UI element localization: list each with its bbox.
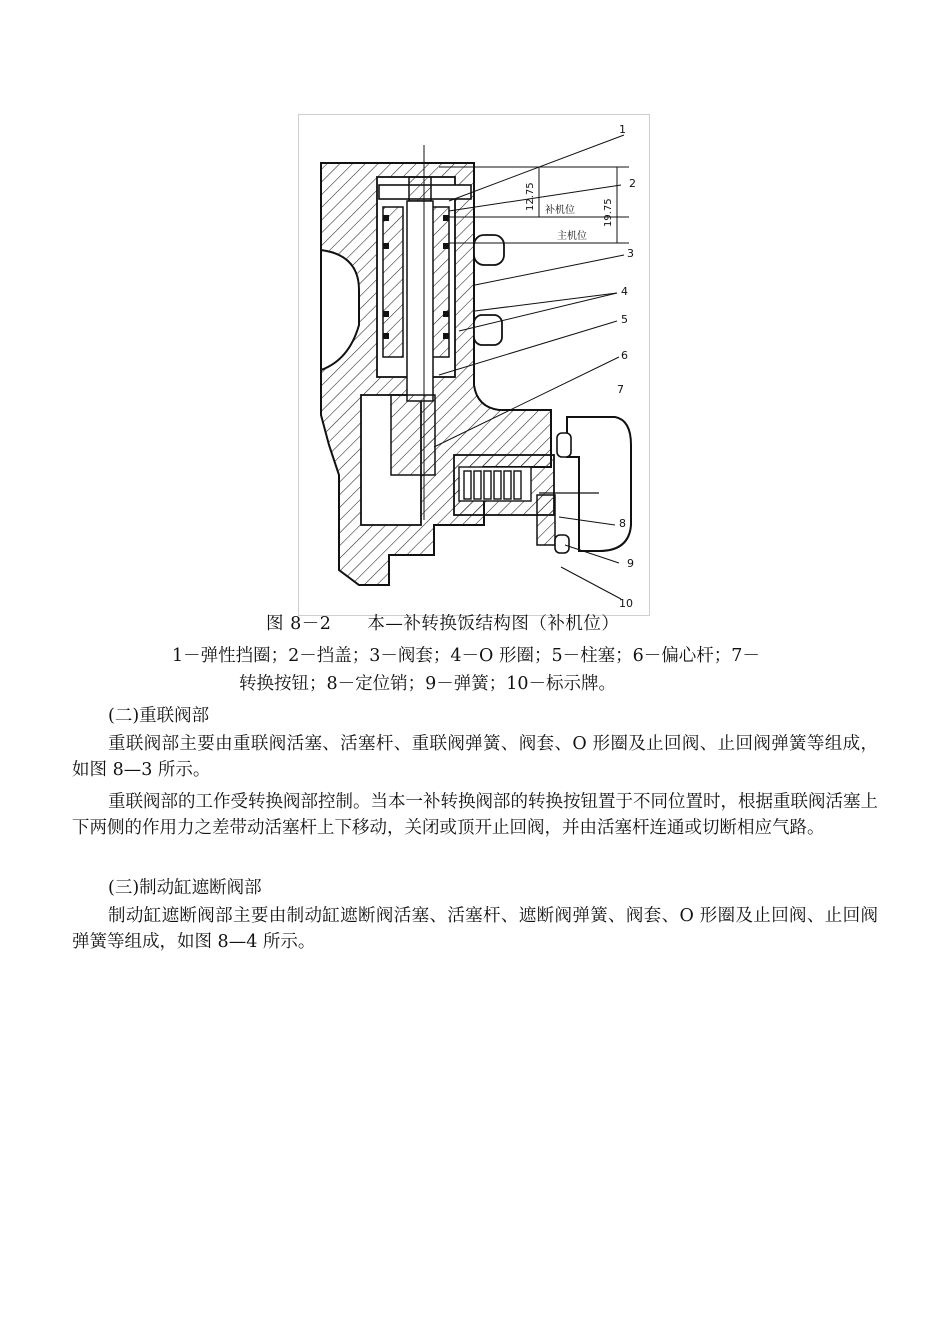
label-1: 1 xyxy=(619,123,626,136)
dimension-19-75: 19.75 xyxy=(603,198,614,227)
locating-pin xyxy=(537,495,555,545)
valve-cross-section-drawing xyxy=(299,115,649,615)
paragraph-reconnect-operation: 重联阀部的工作受转换阀部控制。当本一补转换阀部的转换按钮置于不同位置时，根据重联阀活塞上下两侧的作用力之差带动活塞杆上下移动，关闭或顶开止回阀，并由活塞杆连通或切断相应气路。 xyxy=(72,792,878,838)
plunger xyxy=(407,201,433,401)
label-8: 8 xyxy=(619,517,626,530)
label-2: 2 xyxy=(629,177,636,190)
figure-legend-line-1: 1－弹性挡圈；2－挡盖；3－阀套；4－O 形圈；5－柱塞；6－偏心杆；7－ xyxy=(172,646,760,666)
label-3: 3 xyxy=(627,247,634,260)
position-sub-label: 补机位 xyxy=(545,205,575,216)
dimension-12-75: 12.75 xyxy=(525,182,536,211)
label-9: 9 xyxy=(627,557,634,570)
label-5: 5 xyxy=(621,313,628,326)
label-10: 10 xyxy=(619,597,633,610)
section-heading-cylinder-cutoff-valve: (三)制动缸遮断阀部 xyxy=(108,878,262,898)
section-heading-reconnect-valve: (二)重联阀部 xyxy=(108,706,210,726)
label-4: 4 xyxy=(621,285,628,298)
valve-structure-figure xyxy=(298,114,650,616)
position-main-label: 主机位 xyxy=(557,231,587,242)
paragraph-reconnect-composition: 重联阀部主要由重联阀活塞、活塞杆、重联阀弹簧、阀套、O 形圈及止回阀、止回阀弹簧等组成，如图 8—3 所示。 xyxy=(72,734,878,780)
label-6: 6 xyxy=(621,349,628,362)
figure-caption: 图 8－2 本—补转换饭结构图（补机位） xyxy=(266,614,620,634)
paragraph-cutoff-composition: 制动缸遮断阀部主要由制动缸遮断阀活塞、活塞杆、遮断阀弹簧、阀套、O 形圈及止回阀、止回阀弹簧等组成，如图 8—4 所示。 xyxy=(72,906,878,952)
label-7: 7 xyxy=(617,383,624,396)
figure-legend-line-2: 转换按钮；8－定位销；9－弹簧；10－标示牌。 xyxy=(239,674,617,694)
turn-button xyxy=(567,417,631,551)
